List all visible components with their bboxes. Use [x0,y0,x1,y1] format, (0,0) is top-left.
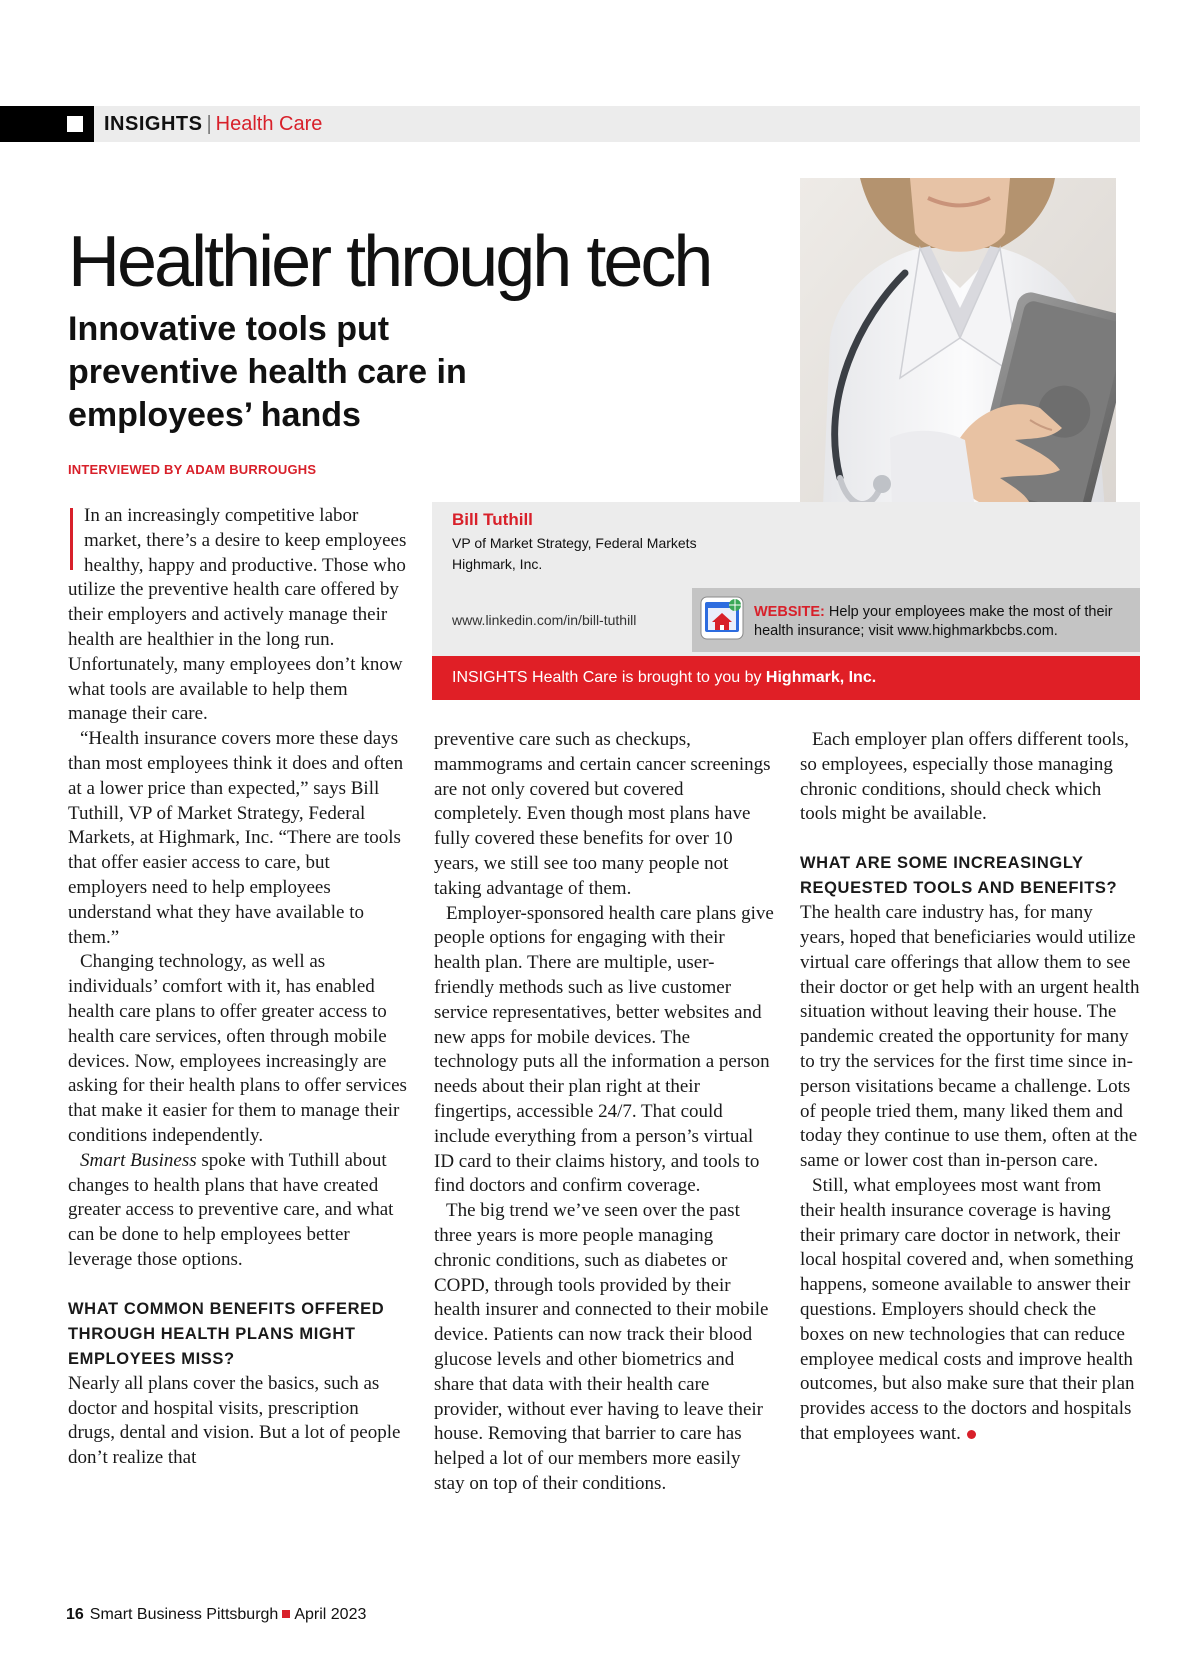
paragraph-text: Still, what employees most want from their health insurance coverage is having their primary care doctor in network, their local hospital covered and, when something happens, someone available to answer their questions. Employers should check the boxes on new technologies that can reduce employee medical costs and improve health outcomes, but also make sure that their plan provides access to the doctors and hospitals that employees want. [800,1174,1135,1444]
square-icon [282,1610,290,1618]
publication-title: Smart Business Pittsburgh [89,1606,279,1623]
paragraph: Nearly all plans cover the basics, such as doctor and hospital visits, prescription drugs, dental and vision. But a lot of people don’t realize that [68,1372,401,1469]
section-separator: | [206,113,212,135]
paragraph: “Health insurance covers more these days than most employees think it does and often at a lower price than expected,” says Bill Tuthill, VP of Market Strategy, Federal Markets, at Highmark, Inc. “There are tools that offer easier access to care, but employers need to help employees understand what they have available to them.” [68,728,404,948]
paragraph: Employer-sponsored health care plans give people options for engaging with their health plan. There are multiple, user-friendly methods such as live customer service representatives, better websites and new apps for mobile devices. The technology puts all the information a person needs about their plan right at their fingertips, accessible 24/7. That could include everything from a person’s virtual ID card to their claims history, and tools to find doctors and confirm coverage. [434,902,774,1197]
dropcap-bar [68,508,78,574]
bio-company: Highmark, Inc. [452,556,543,572]
paragraph: In an increasingly competitive labor market, there’s a desire to keep employees healthy, happy and productive. Those who utilize the preventive health care offered by their employers and actively manage their health are healthier in the long run. Unfortunately, many employees don’t know what tools are available to help them manage their care. [68,505,407,725]
paragraph: The big trend we’ve seen over the past three years is more people managing chronic conditions, such as diabetes or COPD, through tools provided by their health insurer and connected to their mobile device. Patients can now track their blood glucose levels and other biometrics and share that data with their health care provider, without ever having to leave their house. Removing that barrier to care has helped a lot of our members more easily stay on top of their conditions. [434,1200,769,1494]
section-label [104,106,322,142]
article-title: Healthier through tech [68,222,711,302]
website-icon [700,596,744,640]
section-marker [0,106,94,142]
paragraph [68,1149,408,1273]
body-column-1 [68,504,408,1471]
issue-date: April 2023 [294,1606,367,1623]
paragraph [800,1174,1140,1447]
paragraph: Each employer plan offers different tools, so employees, especially those managing chronic conditions, should check which tools might be available. [800,729,1129,825]
body-column-3 [800,728,1140,1447]
sponsor-prefix: INSIGHTS Health Care is brought to you by [452,669,762,686]
page-number: 16 [66,1606,84,1623]
sponsor-company: Highmark, Inc. [765,669,877,686]
section-name: INSIGHTS [104,113,203,135]
linkedin-link[interactable]: www.linkedin.com/in/bill-tuthill [452,612,637,628]
paragraph: The health care industry has, for many years, hoped that beneficiaries would utilize virtual care offerings that allow them to see their doctor or get help with an urgent health situation without leaving their house. The pandemic created the opportunity for many to try the services for the first time since in-person visitations became a challenge. Lots of people tried them, many liked them and today they continue to use them, often at the same or lower cost than in-person care. [800,902,1140,1172]
paragraph: preventive care such as checkups, mammograms and certain cancer screenings are not only covered but covered completely. Even though most plans have fully covered these benefits for over 10 years, we still see too many people not taking advantage of them. [434,729,771,899]
sponsor-text [452,656,876,700]
publication-name: Smart Business [80,1149,197,1171]
section-topic: Health Care [215,113,323,135]
question-heading: WHAT ARE SOME INCREASINGLY REQUESTED TOOLS AND BENEFITS? [800,854,1118,898]
bio-name: Bill Tuthill [452,510,533,529]
paragraph-text: spoke with Tuthill about changes to health plans that have created greater access to preventive care, and what can be done to help employees better leverage those options. [68,1149,394,1270]
website-description: Help your employees make the most of their health insurance; visit www.highmarkbcbs.com. [754,604,1113,639]
section-header-bar [0,106,1140,142]
bio-title: VP of Market Strategy, Federal Markets [452,535,697,551]
website-text [754,603,1140,641]
page-footer [66,1606,366,1624]
website-label: WEBSITE: [754,604,825,620]
square-icon [67,116,83,132]
body-column-2 [434,728,774,1497]
article-byline: INTERVIEWED BY ADAM BURROUGHS [68,462,317,477]
question-heading: WHAT COMMON BENEFITS OFFERED THROUGH HEALTH PLANS MIGHT EMPLOYEES MISS? [68,1299,385,1368]
paragraph: Changing technology, as well as individuals’ comfort with it, has enabled health care plans to offer greater access to health care services, often through mobile devices. Now, employees increasingly are asking for their health plans to offer services that make it easier for them to manage their conditions independently. [68,951,407,1146]
article-subtitle: Innovative tools put preventive health care in employees’ hands [68,310,467,434]
end-mark-icon [967,1430,976,1439]
